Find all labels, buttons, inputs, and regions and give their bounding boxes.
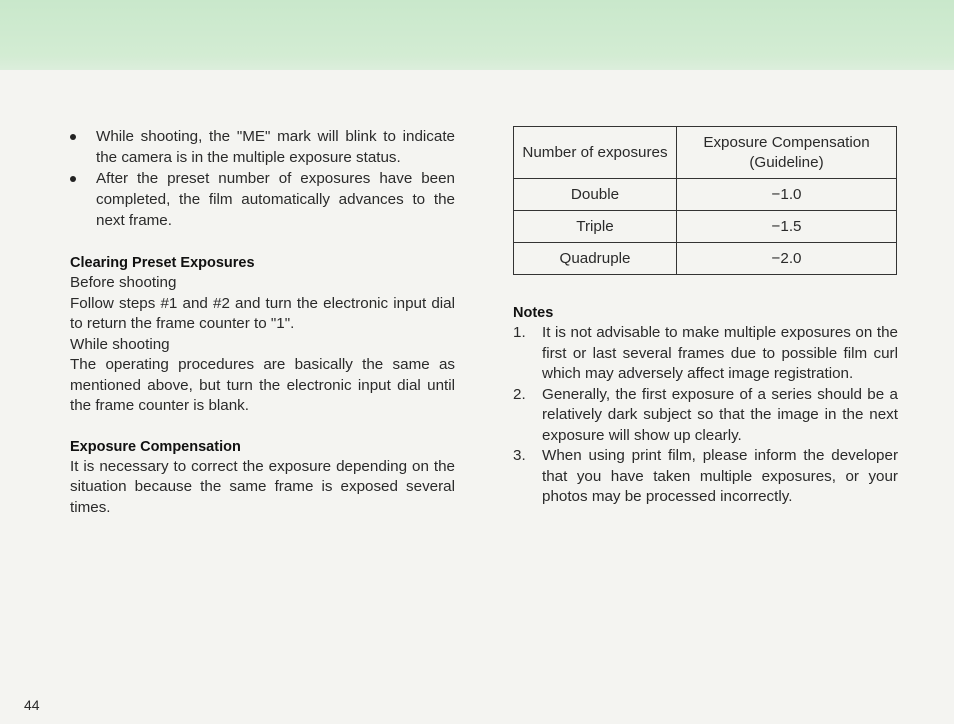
table-header-row [514, 127, 897, 179]
clearing-heading: Clearing Preset Exposures [70, 255, 255, 271]
row-value: −1.5 [677, 211, 897, 243]
note-item [513, 323, 898, 385]
note-number: 3. [513, 447, 526, 464]
note-number: 2. [513, 385, 526, 403]
compensation-heading: Exposure Compensation [70, 438, 241, 455]
bullet-item: While shooting, the "ME" mark will blink to indicate the camera is in the multiple exposure status. [70, 126, 455, 168]
clearing-section [70, 253, 455, 417]
notes-list [513, 323, 898, 508]
table-row [514, 211, 897, 243]
row-count: Double [514, 179, 677, 211]
header-exposure-compensation: Exposure Compensation (Guideline) [677, 127, 897, 179]
bullet-item: After the preset number of exposures have been completed, the film automatically advances to the next frame. [70, 168, 455, 231]
header-band [0, 0, 954, 70]
before-shooting-text: Follow steps #1 and #2 and turn the electronic input dial to return the frame counter to "1". [70, 294, 455, 332]
notes-heading: Notes [513, 305, 554, 321]
note-number: 1. [513, 324, 526, 341]
header-number-of-exposures: Number of exposures [514, 127, 677, 179]
note-text: Generally, the first exposure of a series should be a relatively dark subject so that the image in the next exposure will show up clearly. [542, 385, 898, 444]
compensation-table [513, 126, 897, 275]
note-item [513, 446, 898, 508]
left-column [70, 126, 455, 518]
row-count: Quadruple [514, 243, 677, 275]
while-shooting-text: The operating procedures are basically the same as mentioned above, but turn the electronic input dial until the frame counter is blank. [70, 356, 455, 414]
table-row [514, 179, 897, 211]
bullet-icon [70, 134, 76, 140]
row-value: −1.0 [677, 179, 897, 211]
page-number: 44 [24, 697, 40, 713]
row-count: Triple [514, 211, 677, 243]
before-shooting-label: Before shooting [70, 274, 177, 291]
bullet-icon [70, 176, 76, 182]
note-text: When using print film, please inform the developer that you have taken multiple exposures, or your photos may be processed incorrectly. [542, 447, 898, 505]
row-value: −2.0 [677, 243, 897, 275]
notes-section [513, 303, 898, 508]
compensation-section [70, 437, 455, 519]
table-row [514, 243, 897, 275]
note-text: It is not advisable to make multiple exposures on the first or last several frames due to possible film curl which may adversely affect image registration. [542, 324, 898, 382]
note-item [513, 385, 898, 447]
right-column [513, 126, 898, 508]
compensation-text: It is necessary to correct the exposure depending on the situation because the same frame is exposed several times. [70, 457, 455, 516]
while-shooting-label: While shooting [70, 335, 170, 353]
status-bullets [70, 126, 455, 231]
